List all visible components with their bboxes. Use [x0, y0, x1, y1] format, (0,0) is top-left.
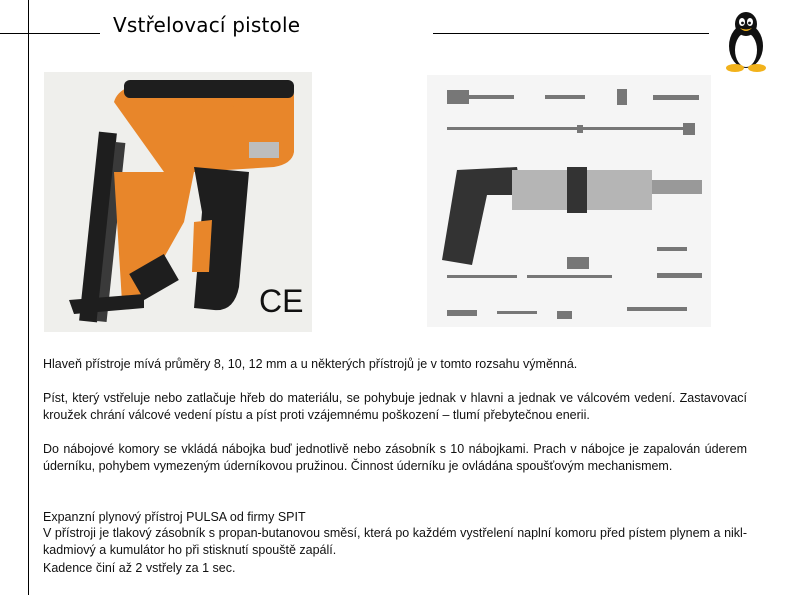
nailer-photo	[44, 72, 312, 332]
header-rule-right	[433, 33, 709, 34]
body-paragraph-pulsa-desc: V přístroji je tlakový zásobník s propan-butanovou směsí, která po každém vystřelení naplní komoru před pístem plynem a nikl-kadmiový a kumulátor ho při stisknutí spouště zapálí.	[43, 526, 747, 557]
body-paragraph-barrel: Hlaveň přístroje mívá průměry 8, 10, 12 mm a u některých přístrojů je v tomto rozsahu výměnná.	[43, 357, 578, 371]
brand-text: PULSA 1000	[172, 96, 243, 110]
header-rule-left	[0, 33, 100, 34]
left-margin-rule	[28, 0, 29, 595]
body-paragraph-pulsa-heading: Expanzní plynový přístroj PULSA od firmy SPIT	[43, 510, 306, 524]
tool-and-nails-photo	[427, 75, 711, 327]
body-paragraph-chamber: Do nábojové komory se vkládá nábojka buď jednotlivě nebo zásobník s 10 nábojkami. Prach v nábojce je zapalován úderem úderníku, pohybem vymezeným úderníkovou pružinou. Činnost úderníku je ovládána spoušťovým mechanismem.	[43, 442, 747, 473]
slide-title: Vstřelovací pistole	[113, 13, 301, 37]
ce-mark: CE	[259, 283, 304, 319]
body-paragraph-piston: Píst, který vstřeluje nebo zatlačuje hřeb do materiálu, se pohybuje jednak v hlavni a jednak ve válcovém vedení. Zastavovací kroužek chrání válcové vedení pístu a píst proti vzájemnému poškození – tlumí přebytečnou enerii.	[43, 391, 747, 422]
body-paragraph-cadence: Kadence činí až 2 vstřely za 1 sec.	[43, 561, 236, 575]
tux-penguin-icon	[721, 10, 771, 72]
